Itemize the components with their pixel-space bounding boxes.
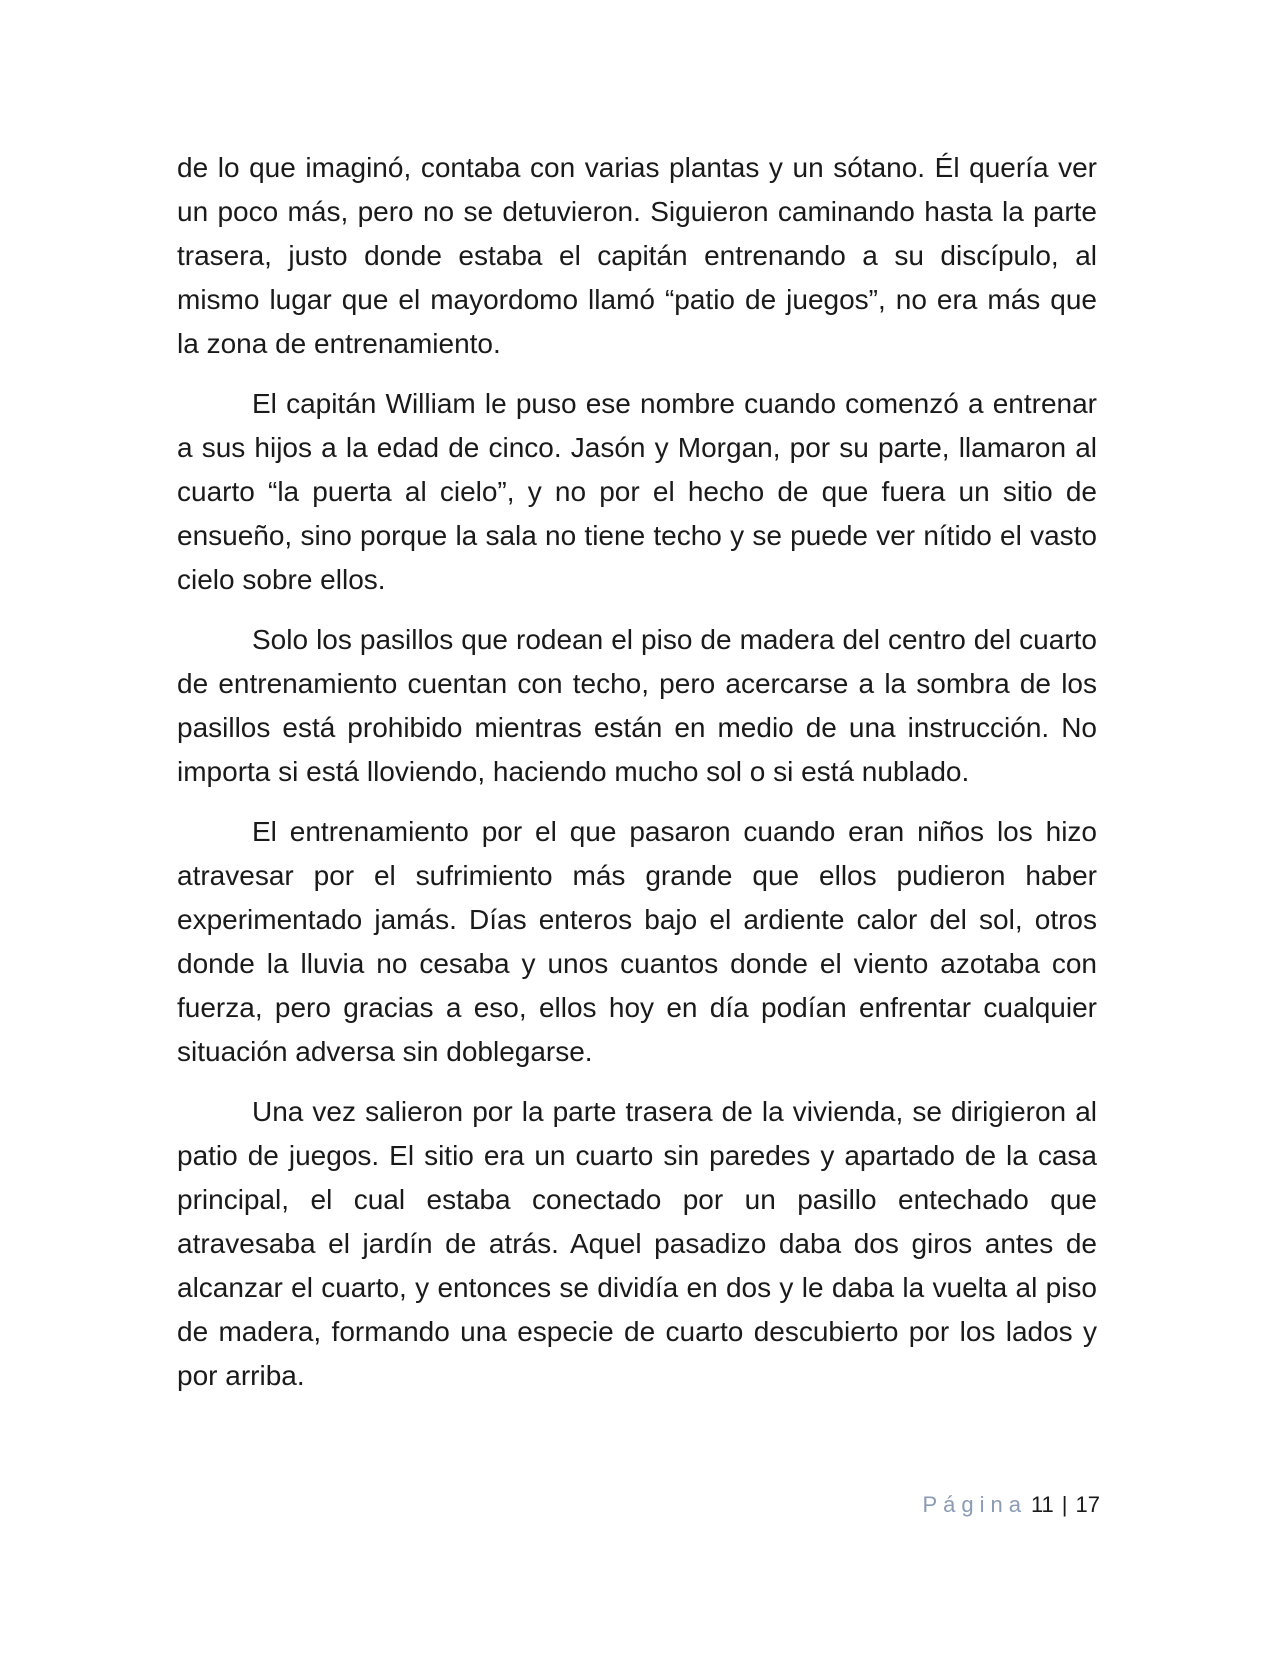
paragraph: El entrenamiento por el que pasaron cuando eran niños los hizo atravesar por el sufrimiento más grande que ellos pudieron haber experimentado jamás. Días enteros bajo el ardiente calor del sol, otros donde la lluvia no cesaba y unos cuantos donde el viento azotaba con fuerza, pero gracias a eso, ellos hoy en día podían enfrentar cualquier situación adversa sin doblegarse. xyxy=(177,816,1097,1067)
paragraph: Solo los pasillos que rodean el piso de madera del centro del cuarto de entrenamiento cuentan con techo, pero acercarse a la sombra de los pasillos está prohibido mientras están en medio de una instrucción. No importa si está lloviendo, haciendo mucho sol o si está nublado. xyxy=(177,624,1097,787)
total-pages-number: 17 xyxy=(1075,1492,1100,1517)
document-body xyxy=(177,146,1097,1414)
page-label: Página xyxy=(922,1492,1027,1517)
current-page-number: 11 xyxy=(1030,1492,1054,1517)
page-footer xyxy=(850,1490,1100,1520)
page-separator: | xyxy=(1061,1492,1068,1517)
paragraph-continuation: de lo que imaginó, contaba con varias plantas y un sótano. Él quería ver un poco más, pero no se detuvieron. Siguieron caminando hasta la parte trasera, justo donde estaba el capitán entrenando a su discípulo, al mismo lugar que el mayordomo llamó “patio de juegos”, no era más que la zona de entrenamiento. xyxy=(177,152,1097,359)
paragraph: Una vez salieron por la parte trasera de la vivienda, se dirigieron al patio de juegos. El sitio era un cuarto sin paredes y apartado de la casa principal, el cual estaba conectado por un pasillo entechado que atravesaba el jardín de atrás. Aquel pasadizo daba dos giros antes de alcanzar el cuarto, y entonces se dividía en dos y le daba la vuelta al piso de madera, formando una especie de cuarto descubierto por los lados y por arriba. xyxy=(177,1096,1097,1391)
paragraph: El capitán William le puso ese nombre cuando comenzó a entrenar a sus hijos a la edad de cinco. Jasón y Morgan, por su parte, llamaron al cuarto “la puerta al cielo”, y no por el hecho de que fuera un sitio de ensueño, sino porque la sala no tiene techo y se puede ver nítido el vasto cielo sobre ellos. xyxy=(177,388,1097,595)
